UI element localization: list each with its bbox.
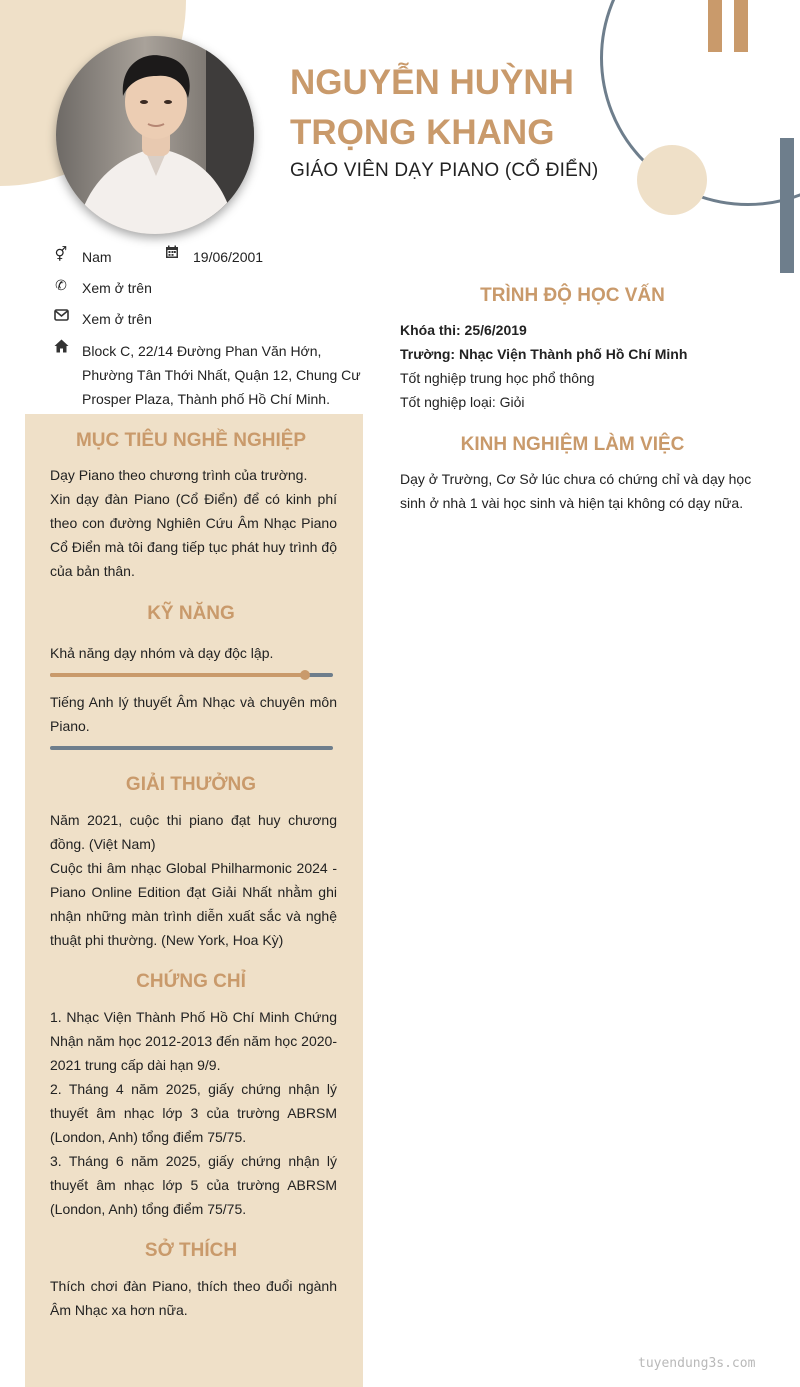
name-line-1: NGUYỄN HUỲNH	[290, 63, 574, 102]
hobbies-text: Thích chơi đàn Piano, thích theo đuổi ngành Âm Nhạc xa hơn nữa.	[50, 1278, 337, 1318]
avatar-illustration	[56, 36, 254, 234]
skill-bar	[50, 673, 333, 677]
objective-line: Dạy Piano theo chương trình của trường.	[50, 467, 308, 483]
awards-title: GIẢI THƯỞNG	[125, 774, 257, 795]
education-exam: Khóa thi: 25/6/2019	[400, 322, 527, 338]
phone-icon: ✆	[55, 277, 67, 293]
experience-text: Dạy ở Trường, Cơ Sở lúc chưa có chứng chỉ và dạy học sinh ở nhà 1 vài học sinh và hiện tại không có dạy nữa.	[400, 471, 752, 511]
certificate-line: 2. Tháng 4 năm 2025, giấy chứng nhận lý thuyết âm nhạc lớp 3 của trường ABRSM (London, Anh) tổng điểm 75/75.	[50, 1081, 337, 1145]
education-text	[400, 318, 760, 414]
birthday-row	[163, 245, 303, 269]
phone-row	[52, 276, 352, 300]
avatar	[56, 36, 254, 234]
education-line: Tốt nghiệp loại: Giỏi	[400, 394, 525, 410]
name-line-2: TRỌNG KHANG	[290, 113, 555, 152]
decor-bar	[734, 0, 748, 52]
awards-text	[50, 808, 337, 952]
birthday-value: 19/06/2001	[193, 249, 264, 265]
address-row	[52, 339, 372, 413]
education-school: Trường: Nhạc Viện Thành phố Hồ Chí Minh	[400, 346, 688, 362]
skill-bar-knob	[300, 670, 310, 680]
education-title: TRÌNH ĐỘ HỌC VẤN	[480, 285, 665, 306]
award-line: Năm 2021, cuộc thi piano đạt huy chương đồng. (Việt Nam)	[50, 812, 337, 852]
email-value: Xem ở trên	[82, 311, 152, 327]
address-value: Block C, 22/14 Đường Phan Văn Hớn, Phường Tân Thới Nhất, Quận 12, Chung Cư Prosper Plaza, Thành phố Hồ Chí Minh.	[82, 343, 361, 407]
objective-title: MỤC TIÊU NGHỀ NGHIỆP	[75, 430, 307, 451]
objective-line: Xin dạy đàn Piano (Cổ Điển) để có kinh phí theo con đường Nghiên Cứu Âm Nhạc Piano Cổ Điển mà tôi đang tiếp tục phát huy trình độ của bản thân.	[50, 491, 337, 579]
gender-value: Nam	[82, 249, 112, 265]
experience-title: KINH NGHIỆM LÀM VIỆC	[460, 434, 685, 455]
skill-bar-fill	[50, 673, 305, 677]
certificate-line: 3. Tháng 6 năm 2025, giấy chứng nhận lý thuyết âm nhạc lớp 5 của trường ABRSM (London, Anh) tổng điểm 75/75.	[50, 1153, 337, 1217]
education-line: Tốt nghiệp trung học phổ thông	[400, 370, 595, 386]
hobbies-title: SỞ THÍCH	[144, 1240, 238, 1261]
phone-value: Xem ở trên	[82, 280, 152, 296]
candidate-name	[290, 58, 690, 158]
gender-icon: ⚥	[54, 246, 68, 262]
certificate-line: 1. Nhạc Viện Thành Phố Hồ Chí Minh Chứng Nhận năm học 2012-2013 đến năm học 2020-2021 trung cấp dài hạn 9/9.	[50, 1009, 337, 1073]
certificates-text	[50, 1005, 337, 1221]
skill-label: Tiếng Anh lý thuyết Âm Nhạc và chuyên môn Piano.	[50, 694, 337, 734]
email-row	[52, 307, 352, 331]
left-panel	[25, 414, 363, 1387]
home-icon	[52, 339, 70, 357]
award-line: Cuộc thi âm nhạc Global Philharmonic 2024 - Piano Online Edition đạt Giải Nhất nhằm ghi nhận những màn trình diễn xuất sắc và nghệ thuật phi thường. (New York, Hoa Kỳ)	[50, 860, 337, 948]
skill-label: Khả năng dạy nhóm và dạy độc lập.	[50, 645, 274, 661]
decor-bar	[708, 0, 722, 52]
job-title: GIÁO VIÊN DẠY PIANO (CỔ ĐIỂN)	[290, 160, 599, 181]
mail-icon	[52, 307, 70, 325]
watermark: tuyendung3s.com	[638, 1356, 756, 1371]
certificates-title: CHỨNG CHỈ	[136, 971, 246, 992]
calendar-icon	[163, 245, 181, 263]
objective-text	[50, 463, 337, 583]
skill-bar	[50, 746, 333, 750]
skills-title: KỸ NĂNG	[147, 603, 235, 624]
decor-side-bar	[780, 138, 794, 273]
